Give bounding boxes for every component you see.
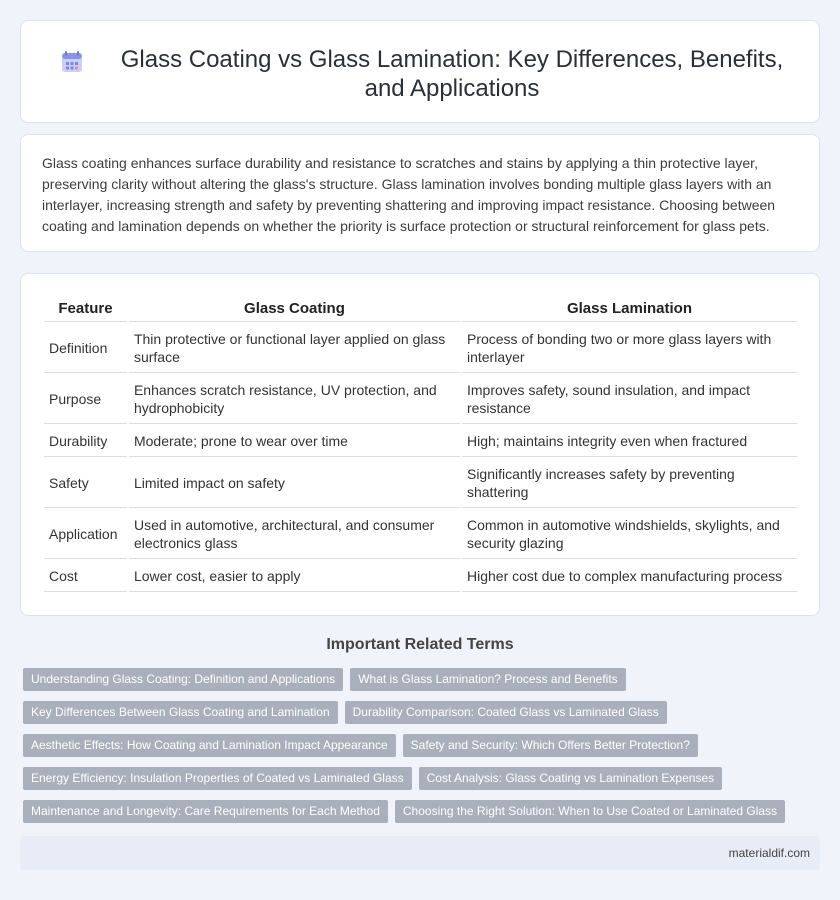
feature-cell: Definition	[44, 324, 127, 373]
calendar-icon	[61, 51, 83, 73]
coating-cell: Thin protective or functional layer applied on glass surface	[129, 324, 460, 373]
related-term-link[interactable]: Durability Comparison: Coated Glass vs Laminated Glass	[345, 701, 667, 724]
table-row	[44, 324, 797, 373]
related-term-link[interactable]: Choosing the Right Solution: When to Use Coated or Laminated Glass	[395, 800, 785, 823]
coating-cell: Used in automotive, architectural, and consumer electronics glass	[129, 510, 460, 559]
lamination-cell: High; maintains integrity even when fractured	[462, 426, 797, 457]
footer	[20, 836, 820, 870]
related-term-link[interactable]: Cost Analysis: Glass Coating vs Lamination Expenses	[419, 767, 722, 790]
related-term-link[interactable]: Safety and Security: Which Offers Better Protection?	[403, 734, 698, 757]
header-glass-lamination: Glass Lamination	[462, 296, 797, 322]
lamination-cell: Higher cost due to complex manufacturing process	[462, 561, 797, 592]
lamination-cell: Common in automotive windshields, skylights, and security glazing	[462, 510, 797, 559]
table-row	[44, 426, 797, 457]
comparison-table-card	[20, 273, 820, 616]
comparison-table	[42, 294, 799, 594]
feature-cell: Cost	[44, 561, 127, 592]
intro-paragraph: Glass coating enhances surface durability and resistance to scratches and stains by applying a thin protective layer, preserving clarity without altering the glass's structure. Glass lamination involves bonding multiple glass layers with an interlayer, increasing strength and safety by preventing shattering and improving impact resistance. Choosing between coating and lamination depends on whether the priority is surface protection or structural reinforcement for glass pets.	[42, 155, 776, 234]
lamination-cell: Significantly increases safety by preventing shattering	[462, 459, 797, 508]
table-row	[44, 375, 797, 424]
table-row	[44, 510, 797, 559]
header-card	[20, 20, 820, 123]
related-terms-list	[23, 668, 803, 833]
coating-cell: Limited impact on safety	[129, 459, 460, 508]
feature-cell: Durability	[44, 426, 127, 457]
page-title: Glass Coating vs Glass Lamination: Key Differences, Benefits, and Applications	[120, 46, 784, 102]
intro-card	[20, 134, 820, 252]
footer-site-link[interactable]: materialdif.com	[728, 846, 810, 860]
related-term-link[interactable]: Key Differences Between Glass Coating and Lamination	[23, 701, 338, 724]
related-term-link[interactable]: What is Glass Lamination? Process and Benefits	[350, 668, 625, 691]
related-term-link[interactable]: Energy Efficiency: Insulation Properties of Coated vs Laminated Glass	[23, 767, 412, 790]
feature-cell: Safety	[44, 459, 127, 508]
table-row	[44, 561, 797, 592]
related-term-link[interactable]: Aesthetic Effects: How Coating and Lamination Impact Appearance	[23, 734, 396, 757]
table-row	[44, 459, 797, 508]
coating-cell: Lower cost, easier to apply	[129, 561, 460, 592]
header-glass-coating: Glass Coating	[129, 296, 460, 322]
related-terms-title: Important Related Terms	[326, 636, 514, 653]
related-term-link[interactable]: Maintenance and Longevity: Care Requirements for Each Method	[23, 800, 388, 823]
header-feature: Feature	[44, 296, 127, 322]
feature-cell: Application	[44, 510, 127, 559]
lamination-cell: Improves safety, sound insulation, and impact resistance	[462, 375, 797, 424]
lamination-cell: Process of bonding two or more glass layers with interlayer	[462, 324, 797, 373]
table-header-row	[44, 296, 797, 322]
coating-cell: Enhances scratch resistance, UV protection, and hydrophobicity	[129, 375, 460, 424]
feature-cell: Purpose	[44, 375, 127, 424]
related-term-link[interactable]: Understanding Glass Coating: Definition and Applications	[23, 668, 343, 691]
coating-cell: Moderate; prone to wear over time	[129, 426, 460, 457]
